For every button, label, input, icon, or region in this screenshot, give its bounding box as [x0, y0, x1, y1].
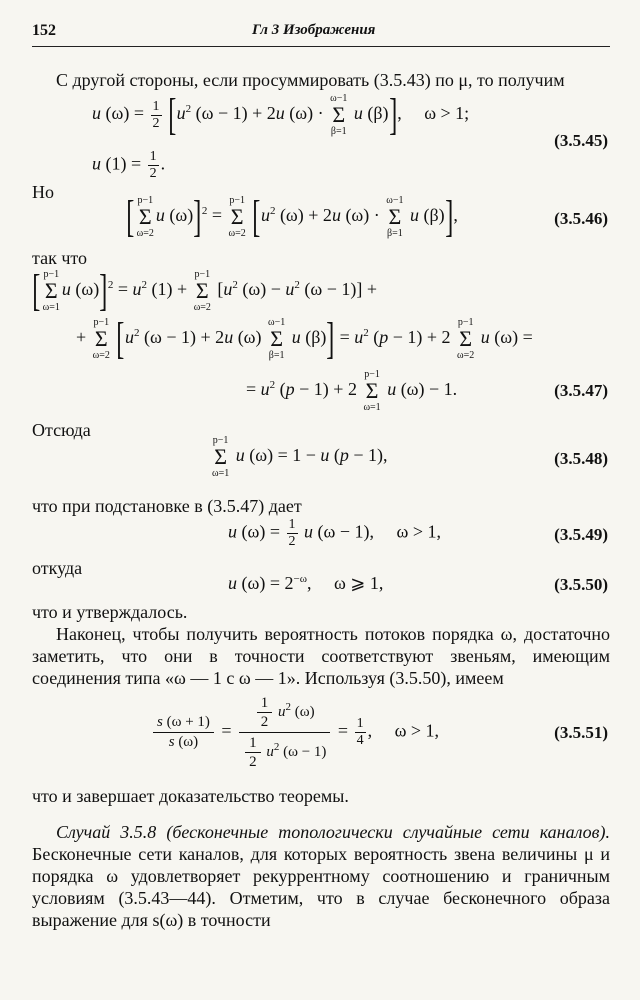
eq45-line1: u (ω) = $\frac{1}{2}$ [$u^2$ (ω − 1) + 2u (ω) · ω−1 Σ β=1 u (β)], ω > 1;: [92, 90, 470, 139]
eqnum-3-5-49: (3.5.49): [554, 525, 608, 544]
running-head: Гл 3 Изображения: [252, 22, 376, 38]
label-hence: Отсюда: [32, 420, 91, 440]
equation-3-5-46: [ p−1 Σ ω=2 u (ω)]$^2$ = p−1 Σ ω=2 [$u^2$ (ω) + 2u (ω) · ω−1 Σ β=1 u (β)], (3.5.46): [126, 192, 608, 241]
paragraph-2: Наконец, чтобы получить вероятность потоков порядка ω, достаточно заметить, что они в точности соответствуют звеньям, имеющим соединения типа «ω — 1 с ω — 1». Используя (3.5.50), имеем: [32, 624, 610, 688]
label-whence: откуда: [32, 558, 83, 578]
page-number: 152: [32, 22, 56, 39]
eqnum-3-5-51: (3.5.51): [554, 723, 608, 742]
equation-3-5-47: [ p−1 Σ ω=1 u $(\omega)]^2 = u^2$ (1) + p−1 Σ ω=2 [$u^2$ $(\omega) - u^2$ (ω − 1)] + + p−1 Σ ω=2 [$u^2$ (ω − 1) + 2u (ω) ω−1 Σ β=1 u $(\beta)] = u^2$ (p − 1) + 2 p−1 Σ ω=2 u (ω) = = $u^2$ (p − 1) + 2 p−1 Σ ω=1 u (ω) − 1. (3.5.47): [32, 266, 608, 413]
paragraph-case: [32, 821, 610, 931]
equation-3-5-49: u (ω) = $\frac{1}{2}$ u (ω − 1), ω > 1, (3.5.49): [228, 517, 608, 549]
page-header: [32, 18, 610, 47]
label-so: так что: [32, 248, 88, 268]
case-body: Бесконечные сети каналов, для которых вероятность звена величины μ и порядка ω удовлетворяет рекуррентному соотношению и граничным условиям (3.5.43—44). Отметим, что в случае бесконечного образа выражение для s(ω) в точности: [32, 844, 610, 930]
eqnum-3-5-47: (3.5.47): [554, 381, 608, 400]
case-title: Случай 3.5.8 (бесконечные топологически случайные сети каналов).: [56, 822, 610, 842]
equation-3-5-51: $\frac{s (\omega + 1)}{s (\omega)}$ = $\frac{1}{2}$ $u^2$ (ω) $\frac{1}{2}$ $u^2$ (ω − 1) = $\frac{1}{4}$ , ω > 1, (3.5.51): [32, 693, 610, 783]
eqnum-3-5-48: (3.5.48): [554, 449, 608, 468]
equation-3-5-50: u $(\omega) = 2^{-\omega}$, ω ⩾ 1, (3.5.50): [228, 573, 608, 594]
equation-3-5-48: p−1 Σ ω=1 u (ω) = 1 − u (p − 1), (3.5.48): [212, 435, 608, 479]
eq45-line2: u (1) = $\frac{1}{2}$ .: [92, 149, 166, 181]
eqnum-3-5-50: (3.5.50): [554, 575, 608, 594]
label-but: Но: [32, 182, 54, 202]
label-subst: что при подстановке в (3.5.47) дает: [32, 496, 302, 516]
eqnum-3-5-46: (3.5.46): [554, 209, 608, 228]
eqnum-3-5-45: (3.5.45): [554, 131, 608, 150]
paragraph-claimed: что и утверждалось.: [32, 602, 188, 622]
paragraph-conclusion: что и завершает доказательство теоремы.: [32, 786, 349, 806]
book-page: [32, 18, 610, 931]
equation-3-5-45: [32, 91, 610, 181]
paragraph-1: С другой стороны, если просуммировать (3.5.43) по μ, то получим: [56, 70, 565, 90]
